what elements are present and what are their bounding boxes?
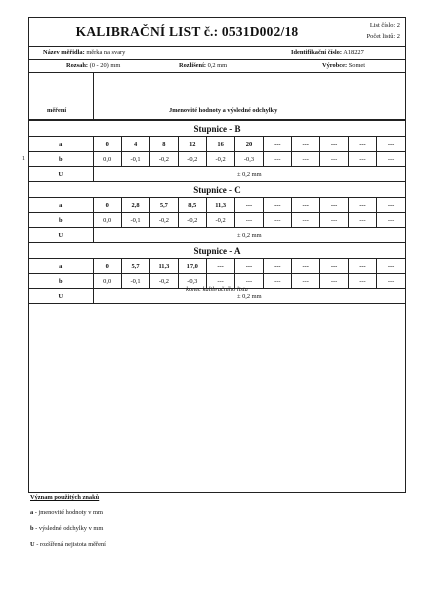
deviation-cell: --- bbox=[292, 213, 320, 228]
nominal-value-cell: --- bbox=[320, 259, 348, 274]
deviation-cell: --- bbox=[235, 274, 263, 289]
uncertainty-cell: ± 0,2 mm bbox=[93, 289, 405, 304]
scale-title: Stupnice - B bbox=[29, 121, 405, 137]
deviation-cell: --- bbox=[292, 152, 320, 167]
side-mark: 1 bbox=[22, 156, 25, 162]
calibration-table bbox=[29, 120, 405, 304]
row-label: a bbox=[29, 198, 93, 213]
nominal-value-cell: 8,5 bbox=[178, 198, 206, 213]
title-row bbox=[29, 18, 405, 47]
nominal-value-cell: --- bbox=[292, 198, 320, 213]
table-row bbox=[29, 137, 405, 152]
uncertainty-cell: ± 0,2 mm bbox=[93, 167, 405, 182]
nominal-value-cell: --- bbox=[377, 198, 406, 213]
deviation-cell: -0,1 bbox=[121, 274, 149, 289]
nominal-value-cell: 20 bbox=[235, 137, 263, 152]
nominal-value-cell: 0 bbox=[93, 198, 121, 213]
table-row bbox=[29, 259, 405, 274]
nominal-value-cell: --- bbox=[263, 137, 291, 152]
row-label: b bbox=[29, 152, 93, 167]
calibration-sheet bbox=[28, 17, 406, 493]
nominal-value-cell: 0 bbox=[93, 259, 121, 274]
nominal-value-cell: --- bbox=[292, 259, 320, 274]
scale-title: Stupnice - C bbox=[29, 182, 405, 198]
nominal-value-cell: --- bbox=[263, 198, 291, 213]
nominal-value-cell: 16 bbox=[206, 137, 234, 152]
nominal-value-cell: --- bbox=[235, 198, 263, 213]
uncertainty-cell: ± 0,2 mm bbox=[93, 228, 405, 243]
deviation-cell: --- bbox=[235, 213, 263, 228]
deviation-cell: 0,0 bbox=[93, 274, 121, 289]
row-label: b bbox=[29, 213, 93, 228]
scale-title: Stupnice - A bbox=[29, 243, 405, 259]
nominal-value-cell: --- bbox=[348, 198, 376, 213]
deviation-cell: --- bbox=[263, 213, 291, 228]
meta-row-1 bbox=[29, 47, 405, 60]
legend-title: Význam použitých znaků bbox=[30, 494, 100, 501]
deviation-cell: --- bbox=[348, 274, 376, 289]
deviation-cell: --- bbox=[206, 274, 234, 289]
deviation-cell: -0,2 bbox=[150, 213, 178, 228]
deviation-cell: --- bbox=[377, 274, 406, 289]
row-label: U bbox=[29, 167, 93, 182]
table-row bbox=[29, 152, 405, 167]
deviation-cell: --- bbox=[377, 213, 406, 228]
deviation-cell: -0,1 bbox=[121, 152, 149, 167]
nominal-value-cell: 2,8 bbox=[121, 198, 149, 213]
deviation-cell: --- bbox=[263, 274, 291, 289]
legend-item-a: a - jmenovité hodnoty v mm bbox=[30, 509, 103, 516]
deviation-cell: --- bbox=[320, 274, 348, 289]
identification-number: Identifikační číslo: A18227 bbox=[291, 49, 364, 56]
page-title: KALIBRAČNÍ LIST č.: 0531D002/18 bbox=[75, 24, 299, 39]
header-values: Jmenovité hodnoty a výsledné odchylky bbox=[169, 107, 278, 114]
deviation-cell: -0,2 bbox=[150, 274, 178, 289]
range: Rozsah: (0 - 20) mm bbox=[66, 62, 121, 69]
nominal-value-cell: 8 bbox=[150, 137, 178, 152]
nominal-value-cell: --- bbox=[235, 259, 263, 274]
nominal-value-cell: --- bbox=[377, 259, 406, 274]
nominal-value-cell: 12 bbox=[178, 137, 206, 152]
deviation-cell: -0,1 bbox=[121, 213, 149, 228]
nominal-value-cell: 5,7 bbox=[121, 259, 149, 274]
nominal-value-cell: --- bbox=[320, 198, 348, 213]
table-row bbox=[29, 198, 405, 213]
deviation-cell: --- bbox=[263, 152, 291, 167]
meta-row-2 bbox=[29, 60, 405, 73]
nominal-value-cell: 11,3 bbox=[150, 259, 178, 274]
nominal-value-cell: 4 bbox=[121, 137, 149, 152]
deviation-cell: --- bbox=[292, 274, 320, 289]
legend bbox=[30, 494, 106, 557]
table-header bbox=[29, 73, 405, 120]
sheet-count: Počet listů: 2 bbox=[366, 33, 400, 40]
nominal-value-cell: --- bbox=[348, 259, 376, 274]
deviation-cell: --- bbox=[320, 213, 348, 228]
deviation-cell: -0,3 bbox=[178, 274, 206, 289]
nominal-value-cell: 0 bbox=[93, 137, 121, 152]
sheet-number: List číslo: 2 bbox=[369, 22, 400, 29]
scale-header-row bbox=[29, 243, 405, 259]
nominal-value-cell: 5,7 bbox=[150, 198, 178, 213]
deviation-cell: --- bbox=[348, 213, 376, 228]
deviation-cell: -0,3 bbox=[235, 152, 263, 167]
nominal-value-cell: --- bbox=[263, 259, 291, 274]
deviation-cell: -0,2 bbox=[178, 152, 206, 167]
nominal-value-cell: --- bbox=[377, 137, 406, 152]
deviation-cell: --- bbox=[348, 152, 376, 167]
row-label: a bbox=[29, 137, 93, 152]
end-note: konec kalibračního listu bbox=[186, 286, 248, 293]
legend-item-b: b - výsledné odchylky v mm bbox=[30, 525, 104, 532]
deviation-cell: -0,2 bbox=[178, 213, 206, 228]
deviation-cell: --- bbox=[377, 152, 406, 167]
row-label: b bbox=[29, 274, 93, 289]
deviation-cell: 0,0 bbox=[93, 213, 121, 228]
resolution: Rozlišení: 0,2 mm bbox=[179, 62, 228, 69]
deviation-cell: -0,2 bbox=[206, 152, 234, 167]
legend-item-u: U - rozšířená nejistota měření bbox=[30, 541, 106, 548]
manufacturer: Výrobce: Somet bbox=[322, 62, 366, 69]
nominal-value-cell: 17,0 bbox=[178, 259, 206, 274]
row-label: a bbox=[29, 259, 93, 274]
nominal-value-cell: --- bbox=[348, 137, 376, 152]
row-label: U bbox=[29, 289, 93, 304]
row-label: U bbox=[29, 228, 93, 243]
deviation-cell: -0,2 bbox=[150, 152, 178, 167]
header-mereni: měření bbox=[47, 107, 67, 114]
deviation-cell: --- bbox=[320, 152, 348, 167]
deviation-cell: -0,2 bbox=[206, 213, 234, 228]
table-row bbox=[29, 167, 405, 182]
table-row bbox=[29, 228, 405, 243]
instrument-name: Název měřidla: měrka na svary bbox=[43, 49, 126, 56]
nominal-value-cell: --- bbox=[206, 259, 234, 274]
deviation-cell: 0,0 bbox=[93, 152, 121, 167]
table-row bbox=[29, 213, 405, 228]
scale-header-row bbox=[29, 182, 405, 198]
scale-header-row bbox=[29, 121, 405, 137]
nominal-value-cell: --- bbox=[292, 137, 320, 152]
nominal-value-cell: --- bbox=[320, 137, 348, 152]
sheet-info bbox=[367, 20, 400, 42]
nominal-value-cell: 11,3 bbox=[206, 198, 234, 213]
